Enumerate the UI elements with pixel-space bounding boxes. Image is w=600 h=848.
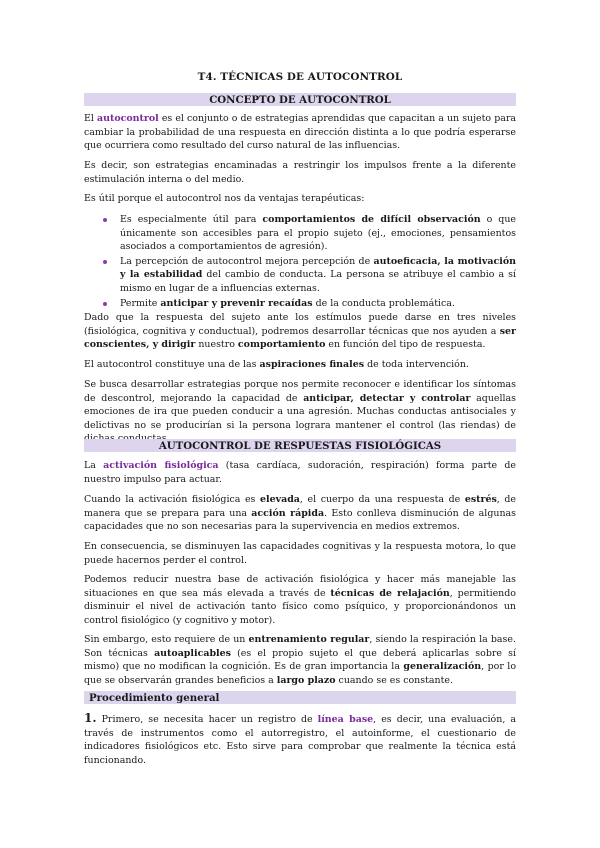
- list-item: La percepción de autocontrol mejora percepción de autoeficacia, la motivación y la estabilidad del cambio de conducta. La persona se atribuye el cambio a sí mismo en lugar de a influencias externas.: [84, 255, 516, 296]
- paragraph-consecuencia: En consecuencia, se disminuyen las capacidades cognitivas y la respuesta motora, lo que puede hacernos perder el control.: [84, 541, 516, 566]
- paragraph-activacion: La activación fisiológica (tasa cardíaca, sudoración, respiración) forma parte de nuestro impulso para actuar.: [84, 460, 516, 485]
- bullet-dot-icon: [103, 218, 107, 222]
- paragraph-aspiraciones: El autocontrol constituye una de las aspiraciones finales de toda intervención.: [84, 359, 469, 370]
- section-heading-fisiologicas: AUTOCONTROL DE RESPUESTAS FISIOLÓGICAS: [84, 439, 516, 452]
- bullet-dot-icon: [103, 260, 107, 264]
- procedure-heading: Procedimiento general: [84, 691, 516, 704]
- ventajas-list: [84, 213, 516, 311]
- paragraph-niveles: Dado que la respuesta del sujeto ante los estímulos puede darse en tres niveles (fisiológica, cognitiva y conductual), podremos desarrollar técnicas que nos ayuden a ser conscientes, y dirigir nuestro comportamiento en función del tipo de respuesta.: [84, 312, 516, 351]
- paragraph-es-decir: Es decir, son estrategias encaminadas a restringir los impulsos frente a la diferente estimulación interna o del medio.: [84, 160, 516, 185]
- list-item: Permite anticipar y prevenir recaídas de la conducta problemática.: [84, 297, 516, 311]
- paragraph-definition: El autocontrol es el conjunto o de estrategias aprendidas que capacitan a un sujeto para cambiar la probabilidad de una respuesta en dirección distinta a lo que podría esperarse que ocurriera como resultado del curso natural de las influencias.: [84, 113, 516, 152]
- paragraph-ventajas-intro: Es útil porque el autocontrol nos da ventajas terapéuticas:: [84, 193, 365, 204]
- document-title: T4. TÉCNICAS DE AUTOCONTROL: [197, 71, 403, 83]
- paragraph-elevada: Cuando la activación fisiológica es elevada, el cuerpo da una respuesta de estrés, de manera que se prepara para una acción rápida. Esto conlleva disminución de algunas capacidades que no son necesarias para la supervivencia en medios extremos.: [84, 494, 516, 533]
- paragraph-step-1: 1. Primero, se necesita hacer un registro de línea base, es decir, una evaluación, a través de instrumentos como el autorregistro, el autoinforme, el cuestionario de indicadores fisiológicos etc. Esto sirve para comprobar que realmente la técnica está funcionando.: [84, 711, 516, 766]
- section-heading-concepto: CONCEPTO DE AUTOCONTROL: [84, 93, 516, 106]
- paragraph-relajacion: Podemos reducir nuestra base de activación fisiológica y hacer más manejable las situaciones en que sea más elevada a través de técnicas de relajación, permitiendo disminuir el nivel de activación tanto físico como psíquico, y proporcionándonos un control fisiológico (y cognitivo y motor).: [84, 574, 516, 626]
- paragraph-estrategias: Se busca desarrollar estrategias porque nos permite reconocer e identificar los síntomas de descontrol, mejorando la capacidad de anticipar, detectar y controlar aquellas emociones de ira que pueden conducir a una agresión. Muchas conductas antisociales y delictivas no se producirían si la persona lograra mantener el control (las riendas) de: [84, 379, 517, 431]
- paragraph-entrenamiento: Sin embargo, esto requiere de un entrenamiento regular, siendo la respiración la base. Son técnicas autoaplicables (es el propio sujeto el que deberá aplicarlas sobre sí mismo) que no modifican la cognición. Es de gran importancia la generalización, por lo que se observarán grandes beneficios a largo plazo cuando se es constante.: [84, 634, 516, 686]
- bullet-dot-icon: [103, 302, 107, 306]
- list-item: Es especialmente útil para comportamientos de difícil observación o que únicamente son accesibles para el propio sujeto (ej., emociones, pensamientos asociados a comportamientos de agresión).: [84, 213, 516, 254]
